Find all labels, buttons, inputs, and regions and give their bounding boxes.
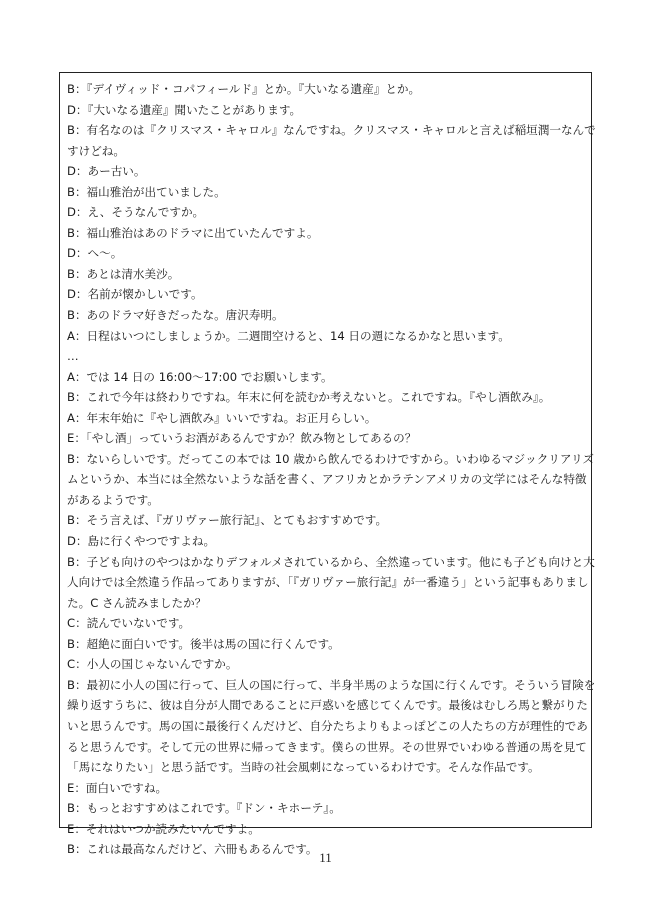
transcript-line: D：へ〜。	[67, 246, 123, 261]
transcript-line: C：読んでいないです。	[67, 616, 191, 631]
transcript-line: A：年末年始に『やし酒飲み』いいですね。お正月らしい。	[67, 410, 377, 425]
transcript-line: すけどね。	[67, 143, 125, 158]
transcript-line: B：これは最高なんだけど、六冊もあるんです。	[67, 842, 318, 857]
transcript-line: D：あー古い。	[67, 164, 146, 179]
page-number: 11	[319, 850, 332, 865]
transcript-line: E：面白いですね。	[67, 780, 168, 795]
transcript-line: B：あのドラマ好きだったな。唐沢寿明。	[67, 308, 284, 323]
transcript-box	[59, 72, 596, 857]
transcript-line: いと思うんです。馬の国に最後行くんだけど、自分たちよりもよっぽどこの人たちの方が理性的であ	[67, 718, 588, 733]
transcript-line: があるようです。	[67, 492, 159, 507]
transcript-line: ると思うんです。そして元の世界に帰ってきます。僕らの世界。その世界でいわゆる普通の馬を見て	[67, 739, 587, 754]
transcript-line: A：日程はいつにしましょうか。二週間空けると、14 日の週になるかなと思います。	[67, 328, 510, 343]
transcript-line: C：小人の国じゃないんですか。	[67, 657, 238, 672]
transcript-line: B：超絶に面白いです。後半は馬の国に行くんです。	[67, 636, 340, 651]
transcript-line: 「馬になりたい」と思う話です。当時の社会風刺になっているわけです。そんな作品です。	[67, 760, 540, 775]
transcript-line: B：最初に小人の国に行って、巨人の国に行って、半身半馬のような国に行くんです。そういう冒険を	[67, 677, 596, 692]
transcript-line: ムというか、本当には全然ないような話を書く、アフリカとかラテンアメリカの文学にはそんな特徴	[67, 472, 587, 487]
transcript-line: D：え、そうなんですか。	[67, 205, 205, 220]
transcript-line: B：もっとおすすめはこれです。『ドン・キホーテ』。	[67, 801, 341, 816]
transcript-line: D：島に行くやつですよね。	[67, 534, 216, 549]
transcript-line: B：子ども向けのやつはかなりデフォルメされているから、全然違っています。他にも子ども向けと大	[67, 554, 595, 569]
transcript-line: E：「やし酒」っていうお酒があるんですか？飲み物としてあるの？	[67, 431, 417, 446]
transcript-line: 繰り返すうちに、彼は自分が人間であることに戸惑いを感じてくんです。最後はむしろ馬と繋がりた	[67, 698, 588, 713]
transcript-line: B：ないらしいです。だってこの本では 10 歳から飲んでるわけですから。いわゆるマジックリアリズ	[67, 451, 594, 466]
transcript-line: …	[67, 349, 79, 364]
transcript-line: E：それはいつか読みたいんですよ。	[67, 821, 260, 836]
transcript-line: 人向けでは全然違う作品ってありますが、「『ガリヴァー旅行記』が一番違う」という記事もありまし	[67, 575, 589, 590]
transcript-line: D：名前が懐かしいです。	[67, 287, 203, 302]
transcript-line: D：『大いなる遺産』聞いたことがあります。	[67, 102, 302, 117]
transcript-line: B：『デイヴィッド・コパフィールド』とか。『大いなる遺産』とか。	[67, 82, 421, 96]
transcript-line: B：これで今年は終わりですね。年末に何を読むか考えないと。これですね。『やし酒飲み』。	[67, 390, 551, 405]
transcript-line: B：福山雅治が出ていました。	[67, 184, 226, 199]
transcript-line: B：福山雅治はあのドラマに出ていたんですよ。	[67, 225, 319, 240]
transcript-line: B：あとは清水美沙。	[67, 266, 180, 281]
transcript-line: た。C さん読みましたか？	[67, 595, 207, 610]
transcript-line: B：そう言えば、『ガリヴァー旅行記』、とてもおすすめです。	[67, 513, 388, 528]
transcript-line: B：有名なのは『クリスマス・キャロル』なんですね。クリスマス・キャロルと言えば稲垣潤一なんで	[67, 123, 596, 138]
transcript-line: A：では 14 日の 16:00〜17:00 でお願いします。	[67, 369, 333, 384]
